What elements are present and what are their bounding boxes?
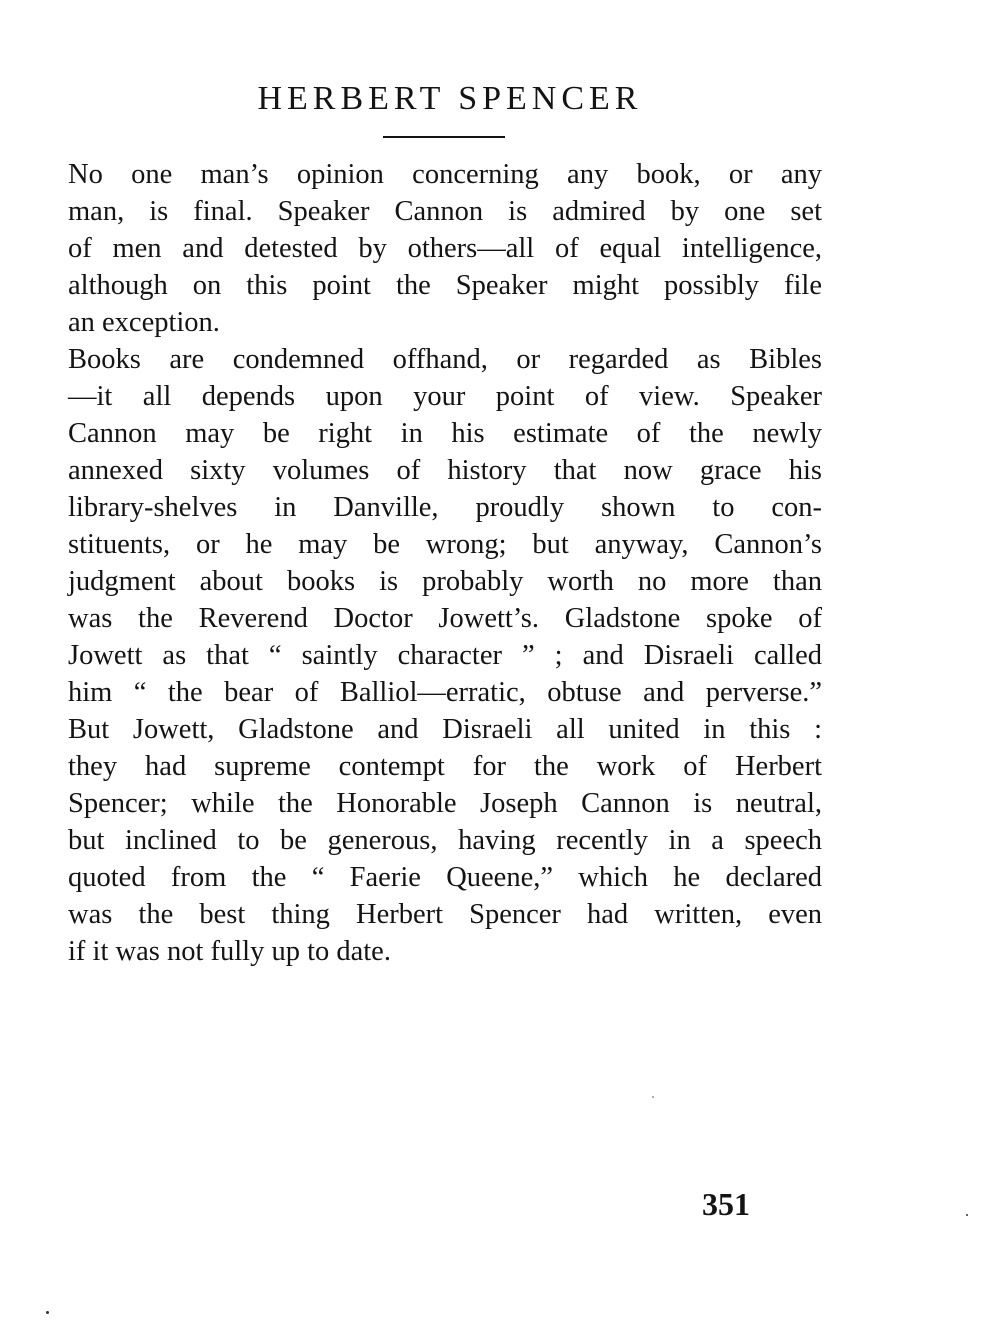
text-line: they had supreme contempt for the work of Herbert xyxy=(68,751,822,782)
text-line: him “ the bear of Balliol—erratic, obtuse and perverse.” xyxy=(68,677,822,708)
text-line: Books are condemned offhand, or regarded as Bibles xyxy=(68,344,822,375)
text-line: although on this point the Speaker might possibly file xyxy=(68,270,822,301)
text-line: Spencer; while the Honorable Joseph Cannon is neutral, xyxy=(68,788,822,819)
text-line: but inclined to be generous, having recently in a speech xyxy=(68,825,822,856)
text-line: was the Reverend Doctor Jowett’s. Gladstone spoke of xyxy=(68,603,822,634)
text-line: —it all depends upon your point of view. Speaker xyxy=(68,381,822,412)
text-line: Cannon may be right in his estimate of the newly xyxy=(68,418,822,449)
text-line: if it was not fully up to date. xyxy=(68,936,391,967)
text-line: man, is final. Speaker Cannon is admired by one set xyxy=(68,196,822,227)
text-line: Jowett as that “ saintly character ” ; and Disraeli called xyxy=(68,640,822,671)
text-line: was the best thing Herbert Spencer had written, even xyxy=(68,899,822,930)
scan-speck xyxy=(652,1096,654,1098)
text-line: judgment about books is probably worth no more than xyxy=(68,566,822,597)
text-line: stituents, or he may be wrong; but anyway, Cannon’s xyxy=(68,529,822,560)
scan-speck xyxy=(46,1311,49,1314)
running-head: HERBERT SPENCER xyxy=(257,80,643,117)
text-line: library-shelves in Danville, proudly shown to con- xyxy=(68,492,822,523)
text-line: annexed sixty volumes of history that now grace his xyxy=(68,455,822,486)
text-line: of men and detested by others—all of equal intelligence, xyxy=(68,233,822,264)
text-line: No one man’s opinion concerning any book, or any xyxy=(68,159,822,190)
scan-speck xyxy=(966,1214,968,1216)
body-text xyxy=(68,156,822,970)
head-rule xyxy=(383,136,505,138)
text-line: quoted from the “ Faerie Queene,” which he declared xyxy=(68,862,822,893)
page-number: 351 xyxy=(702,1186,750,1222)
text-line: But Jowett, Gladstone and Disraeli all united in this : xyxy=(68,714,822,745)
text-line: an exception. xyxy=(68,307,220,338)
